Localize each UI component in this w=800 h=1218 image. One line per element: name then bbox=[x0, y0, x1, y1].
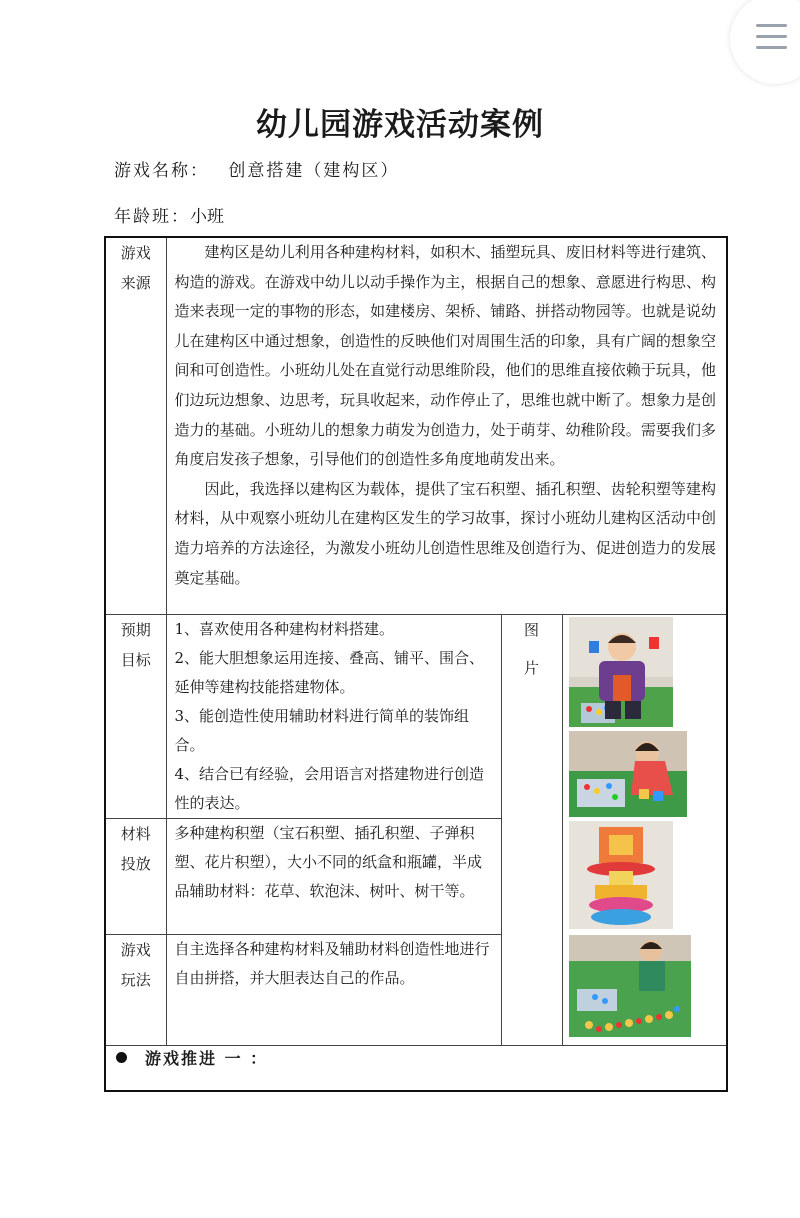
activity-table bbox=[104, 236, 728, 1092]
play-head-2: 玩法 bbox=[120, 971, 151, 989]
menu-icon[interactable] bbox=[756, 24, 787, 27]
play-head-1: 游戏 bbox=[120, 941, 151, 959]
materials-text: 多种建构积塑（宝石积塑、插孔积塑、子弹积塑、花片积塑），大小不同的纸盒和瓶罐，半成品辅助材料：花草、软泡沫、树叶、树干等。 bbox=[174, 824, 483, 900]
goal-item: 1、喜欢使用各种建构材料搭建。 bbox=[174, 620, 395, 638]
source-header bbox=[105, 237, 166, 615]
goals-content bbox=[166, 615, 501, 819]
source-head-1: 游戏 bbox=[120, 244, 151, 262]
photo-stacked-tower bbox=[569, 821, 673, 929]
age-class-label: 年龄班： bbox=[114, 207, 190, 227]
source-row bbox=[105, 237, 727, 615]
progress-row bbox=[105, 1046, 727, 1092]
game-name-value: 创意搭建（建构区） bbox=[228, 161, 400, 181]
source-paragraph-1: 建构区是幼儿利用各种建构材料，如积木、插塑玩具、废旧材料等进行建筑、构造的游戏。在游戏中幼儿以动手操作为主，根据自己的想象、意愿进行构思、构造来表现一定的事物的形态，如建楼房、架桥、铺路、拼搭动物园等。也就是说幼儿在建构区中通过想象，创造性的反映他们对周围生活的印象，具有广阔的想象空间和可创造性。小班幼儿处在直觉行动思维阶段，他们的思维直接依赖于玩具，他们边玩边想象、边思考，玩具收起来，动作停止了，思维也就中断了。想象力是创造力的基础。小班幼儿的想象力萌发为创造力，处于萌芽、幼稚阶段。需要我们多角度启发孩子想象，引导他们的创造性多角度地萌发出来。 bbox=[174, 243, 717, 469]
menu-icon-bar-3[interactable] bbox=[756, 46, 787, 49]
goal-item: 3、能创造性使用辅助材料进行简单的装饰组合。 bbox=[174, 707, 470, 754]
progress-label: 游戏推进 一 ： bbox=[145, 1049, 269, 1068]
materials-head-1: 材料 bbox=[120, 825, 151, 843]
photo-child-building-on-floor bbox=[569, 731, 687, 817]
goal-item: 4、结合已有经验，会用语言对搭建物进行创造性的表达。 bbox=[174, 765, 485, 812]
menu-button[interactable] bbox=[730, 0, 800, 84]
game-name-label: 游戏名称： bbox=[114, 161, 209, 181]
play-text: 自主选择各种建构材料及辅助材料创造性地进行自由拼搭，并大胆表达自己的作品。 bbox=[174, 940, 490, 987]
source-paragraph-2: 因此，我选择以建构区为载体，提供了宝石积塑、插孔积塑、齿轮积塑等建构材料，从中观察小班幼儿在建构区发生的学习故事，探讨小班幼儿建构区活动中创造力培养的方法途径，为激发小班幼儿创造性思维及创造行为、促进创造力的发展奠定基础。 bbox=[174, 479, 717, 587]
goals-head-2: 目标 bbox=[120, 651, 151, 669]
goal-item: 2、能大胆想象运用连接、叠高、铺平、围合、延伸等建构技能搭建物体。 bbox=[174, 649, 485, 696]
materials-content bbox=[166, 819, 501, 935]
page-title: 幼儿园游戏活动案例 bbox=[256, 107, 544, 143]
source-content bbox=[166, 237, 727, 615]
pictures-header bbox=[501, 615, 562, 1046]
game-name-line bbox=[114, 156, 399, 181]
age-class-line bbox=[114, 202, 224, 227]
pictures-head-1: 图 bbox=[523, 621, 539, 639]
progress-heading bbox=[106, 1046, 726, 1069]
menu-icon-bar-2[interactable] bbox=[756, 35, 787, 38]
photo-child-holding-blocks bbox=[569, 617, 673, 727]
source-head-2: 来源 bbox=[120, 274, 151, 292]
materials-head-2: 投放 bbox=[120, 855, 151, 873]
photo-child-building-path bbox=[569, 935, 691, 1037]
materials-header bbox=[105, 819, 166, 935]
progress-cell bbox=[105, 1046, 727, 1092]
photo-column bbox=[562, 615, 727, 1046]
goals-row bbox=[105, 615, 727, 819]
pictures-head-2: 片 bbox=[523, 659, 539, 677]
play-header bbox=[105, 935, 166, 1046]
goals-head-1: 预期 bbox=[120, 621, 151, 639]
play-content bbox=[166, 935, 501, 1046]
goals-header bbox=[105, 615, 166, 819]
age-class-value: 小班 bbox=[190, 207, 224, 227]
bullet-icon bbox=[116, 1052, 127, 1063]
